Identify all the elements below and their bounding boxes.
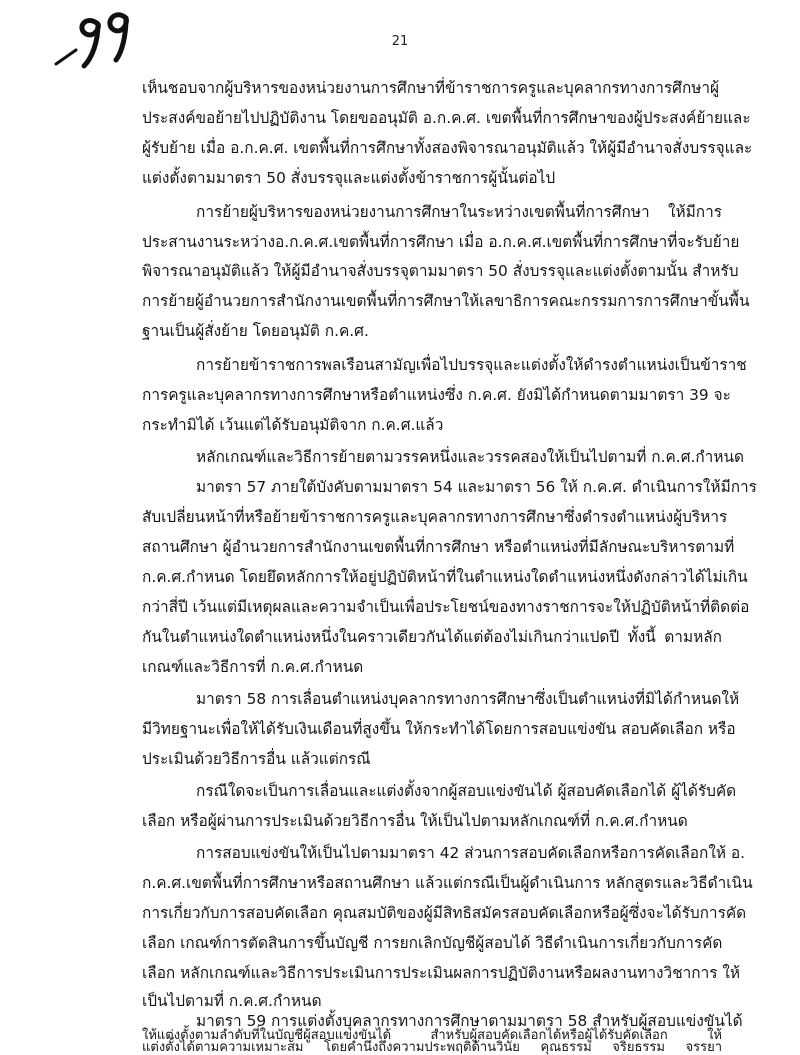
text-line: การสอบแข่งขันให้เป็นไปตามมาตรา 42 ส่วนการสอบคัดเลือกหรือการคัดเลือกให้ อ. xyxy=(196,844,746,862)
text-line: เกณฑ์และวิธีการที่ ก.ค.ศ.กำหนด xyxy=(142,658,364,676)
text-line: ก.ค.ศ.กำหนด โดยยึดหลักการให้อยู่ปฏิบัติหน้าที่ในตำแหน่งใดตำแหน่งหนึ่งดังกล่าวได้ไม่เกิน xyxy=(142,568,748,586)
text-line: เลือก หรือผู้ผ่านการประเมินด้วยวิธีการอื่น ให้เป็นไปตามหลักเกณฑ์ที่ ก.ค.ศ.กำหนด xyxy=(142,812,688,830)
text-line: เห็นชอบจากผู้บริหารของหน่วยงานการศึกษาที่ข้าราชการครูและบุคลากรทางการศึกษาผู้ xyxy=(142,79,720,97)
text-line: เป็นไปตามที่ ก.ค.ศ.กำหนด xyxy=(142,992,322,1010)
text-line: การครูและบุคลากรทางการศึกษาหรือตำแหน่งซึ่ง ก.ค.ศ. ยังมิได้กำหนดตามมาตรา 39 จะ xyxy=(142,386,731,404)
text-line: เลือก หลักเกณฑ์และวิธีการประเมินการประเมินผลการปฏิบัติงานหรือผลงานทางวิชาการ ให้ xyxy=(142,964,741,982)
text-line: มีวิทยฐานะเพื่อให้ได้รับเงินเดือนที่สูงขึ้น ให้กระทำได้โดยการสอบแข่งขัน สอบคัดเลือก หรือ xyxy=(142,720,736,738)
text-line: ก.ค.ศ.เขตพื้นที่การศึกษาหรือสถานศึกษา แล้วแต่กรณีเป็นผู้ดำเนินการ หลักสูตรและวิธีดำเนิน xyxy=(142,874,753,892)
text-line: การย้ายผู้บริหารของหน่วยงานการศึกษาในระหว่างเขตพื้นที่การศึกษา ให้มีการ xyxy=(196,203,722,221)
text-line: ให้แต่งตั้งตามลำดับที่ในบัญชีผู้สอบแข่งขันได้ สำหรับผู้สอบคัดเลือกได้หรือผู้ได้รับคัดเลือก ให้ xyxy=(142,1028,722,1043)
text-line: พิจารณาอนุมัติแล้ว ให้ผู้มีอำนาจสั่งบรรจุตามมาตรา 50 สั่งบรรจุและแต่งตั้งตามนั้น สำหรับ xyxy=(142,262,739,280)
text-line: ประเมินด้วยวิธีการอื่น แล้วแต่กรณี xyxy=(142,750,371,768)
text-line: ผู้รับย้าย เมื่อ อ.ก.ค.ศ. เขตพื้นที่การศึกษาทั้งสองพิจารณาอนุมัติแล้ว ให้ผู้มีอำนาจสั่งบรรจุและ xyxy=(142,139,753,157)
text-line: เลือก เกณฑ์การตัดสินการขึ้นบัญชี การยกเลิกบัญชีผู้สอบได้ วิธีดำเนินการเกี่ยวกับการคัด xyxy=(142,934,723,952)
text-line: การเกี่ยวกับการสอบคัดเลือก คุณสมบัติของผู้มีสิทธิสมัครสอบคัดเลือกหรือผู้ซึ่งจะได้รับการคัด xyxy=(142,904,747,922)
text-line: กระทำมิได้ เว้นแต่ได้รับอนุมัติจาก ก.ค.ศ.แล้ว xyxy=(142,416,444,434)
text-line: ฐานเป็นผู้สั่งย้าย โดยอนุมัติ ก.ค.ศ. xyxy=(142,322,369,340)
text-line: มาตรา 59 การแต่งตั้งบุคลากรทางการศึกษาตามมาตรา 58 สำหรับผู้สอบแข่งขันได้ xyxy=(196,1012,743,1030)
text-line: มาตรา 57 ภายใต้บังคับตามมาตรา 54 และมาตรา 56 ให้ ก.ค.ศ. ดำเนินการให้มีการ xyxy=(196,478,757,496)
text-line: แต่งตั้งได้ตามความเหมาะสม โดยคำนึงถึงความประพฤติด้านวินัย คุณธรรม จริยธรรม จรรยา xyxy=(142,1040,722,1055)
text-line: มาตรา 58 การเลื่อนตำแหน่งบุคลากรทางการศึกษาซึ่งเป็นตำแหน่งที่มิได้กำหนดให้ xyxy=(196,690,740,708)
text-line: กว่าสี่ปี เว้นแต่มีเหตุผลและความจำเป็นเพื่อประโยชน์ของทางราชการจะให้ปฏิบัติหน้าที่ติดต่อ xyxy=(142,598,750,616)
text-line: สถานศึกษา ผู้อำนวยการสำนักงานเขตพื้นที่การศึกษา หรือตำแหน่งที่มีลักษณะบริหารตามที่ xyxy=(142,538,735,556)
text-line: กรณีใดจะเป็นการเลื่อนและแต่งตั้งจากผู้สอบแข่งขันได้ ผู้สอบคัดเลือกได้ ผู้ได้รับคัด xyxy=(196,782,737,800)
text-line: กันในตำแหน่งใดตำแหน่งหนึ่งในคราวเดียวกันได้แต่ต้องไม่เกินกว่าแปดปี ทั้งนี้ ตามหลัก xyxy=(142,628,722,646)
text-line: ประสานงานระหว่างอ.ก.ค.ศ.เขตพื้นที่การศึกษา เมื่อ อ.ก.ค.ศ.เขตพื้นที่การศึกษาที่จะรับย้าย xyxy=(142,233,740,251)
text-line: การย้ายข้าราชการพลเรือนสามัญเพื่อไปบรรจุและแต่งตั้งให้ดำรงตำแหน่งเป็นข้าราช xyxy=(196,356,747,374)
text-line: ประสงค์ขอย้ายไปปฏิบัติงาน โดยขออนุมัติ อ.ก.ค.ศ. เขตพื้นที่การศึกษาของผู้ประสงค์ย้ายและ xyxy=(142,109,751,127)
text-line: การย้ายผู้อำนวยการสำนักงานเขตพื้นที่การศึกษาให้เลขาธิการคณะกรรมการการศึกษาขั้นพื้น xyxy=(142,292,750,310)
page-number: 21 xyxy=(391,34,409,49)
text-line: สับเปลี่ยนหน้าที่หรือย้ายข้าราชการครูและบุคลากรทางการศึกษาซึ่งดำรงตำแหน่งผู้บริหาร xyxy=(142,508,728,526)
text-line: แต่งตั้งตามมาตรา 50 สั่งบรรจุและแต่งตั้งข้าราชการผู้นั้นต่อไป xyxy=(142,169,556,187)
text-line: หลักเกณฑ์และวิธีการย้ายตามวรรคหนึ่งและวรรคสองให้เป็นไปตามที่ ก.ค.ศ.กำหนด xyxy=(196,448,744,466)
